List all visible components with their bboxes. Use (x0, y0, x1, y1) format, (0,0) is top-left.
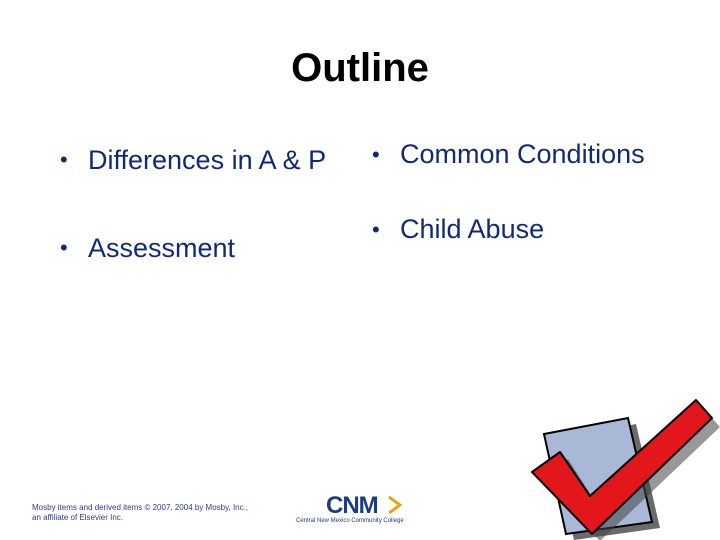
copyright-line: an affiliate of Elsevier Inc. (32, 513, 124, 522)
red-checkmark-icon (530, 398, 720, 540)
logo-wordmark: CNM (326, 492, 378, 519)
left-bullet-list (60, 144, 330, 264)
logo-tagline: Central New Mexico Community College (296, 518, 404, 524)
copyright-notice (32, 503, 282, 523)
chevron-right-icon (388, 496, 402, 514)
bullet-item: • Assessment (60, 232, 330, 264)
cnm-logo (296, 492, 431, 528)
slide-title: Outline (291, 46, 429, 90)
right-bullet-list (372, 139, 672, 245)
bullet-item: • Child Abuse (372, 214, 672, 245)
bullet-item: • Differences in A & P (60, 144, 330, 176)
bullet-item: • Common Conditions (372, 139, 672, 170)
copyright-line: Mosby items and derived items © 2007, 2004 by Mosby, Inc., (32, 503, 249, 512)
